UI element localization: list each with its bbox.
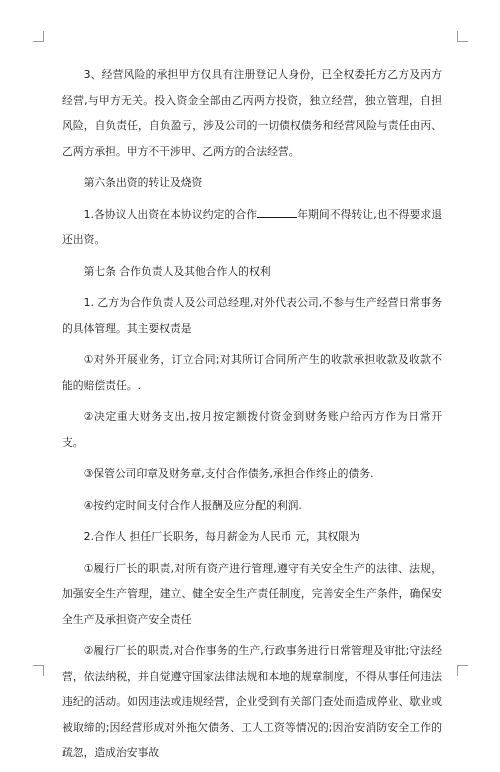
blank-field	[257, 205, 297, 218]
list-item-3: ③保管公司印章及财务章,支付合作债务,承担合作终止的债务.	[83, 467, 374, 480]
document-body	[62, 62, 442, 772]
paragraph-transfer-part2: 年期间不得转让,也不得要求退还出资。	[62, 207, 442, 246]
paragraph-manager: 1. 乙方为合作负责人及公司总经理,对外代表公司,不参与生产经营日常事务的具体管理。其主要权责是	[62, 296, 442, 335]
paragraph-transfer-part1: 1.各协议人出资在本协议约定的合作	[83, 207, 258, 221]
director-item-2: ②履行厂长的职责,对合作事务的生产,行政事务进行日常管理及审批;守法经营，依法纳税，并自觉遵守国家法律法规和本地的规章制度，不得从事任何违法违纪的活动。如因违法或违规经营，企业受到有关部门查处而造成停业、歇业或被取缔的;因经营形成对外拖欠债务、工人工资等情况的;因治安消防安全工作的疏忽，造成治安事故	[62, 644, 442, 759]
crop-mark-bottom-right	[457, 665, 468, 676]
list-item-4: ④按约定时间支付合作人报酬及应分配的利润.	[83, 498, 302, 512]
crop-mark-top-left	[33, 31, 44, 42]
list-item-1: ①对外开展业务，订立合同;对其所订合同所产生的收款承担收款及收款不能的赔偿责任。.	[62, 353, 442, 392]
paragraph-risk: 3、经营风险的承担甲方仅具有注册登记人身份，已全权委托方乙方及丙方经营,与甲方无关。投入资金全部由乙丙两方投资，独立经营，独立管理，自担风险，自负责任，自负盈亏，涉及公司的一切债权债务和经营风险与责任由丙、乙两方承担。甲方不干涉甲、乙两方的合法经营。	[62, 68, 442, 158]
section-heading-6: 第六条出资的转让及烧资	[83, 176, 203, 189]
section-heading-7: 第七条 合作负责人及其他合作人的权利	[83, 264, 271, 278]
list-item-2: ②决定重大财务支出,按月按定额拨付资金到财务账户给丙方作为日常开支。	[62, 410, 442, 449]
crop-mark-bottom-left	[33, 665, 44, 676]
director-item-1: ①履行厂长的职责,对所有资产进行管理,遵守有关安全生产的法律、法规，加强安全生产管理，建立、健全安全生产责任制度，完善安全生产条件，确保安全生产及承担资产安全责任	[62, 561, 442, 626]
paragraph-factory-director: 2.合作人 担任厂长职务，每月薪金为人民币 元，其权限为	[83, 530, 360, 543]
paragraph-transfer	[62, 202, 442, 253]
crop-mark-top-right	[457, 31, 468, 42]
